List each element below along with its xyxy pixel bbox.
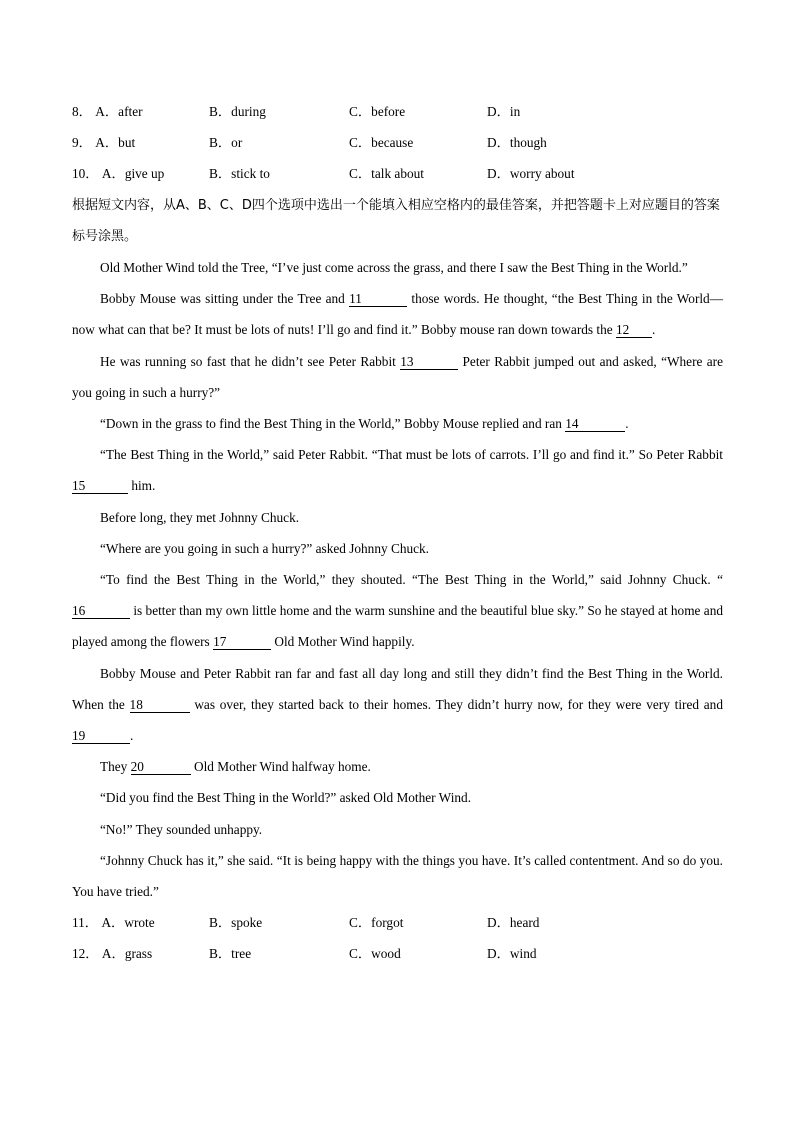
option-b: B．or xyxy=(209,135,243,151)
option-b: B．stick to xyxy=(209,166,270,182)
passage-paragraph-5: “The Best Thing in the World,” said Peter Rabbit. “That must be lots of carrots. I’ll go and find it.” So Peter Rabbit 15 him. xyxy=(72,447,723,494)
option-d: D．wind xyxy=(487,946,537,962)
blank-17: 17 xyxy=(213,635,271,650)
blank-11: 11 xyxy=(349,292,407,307)
passage-paragraph-13: “Johnny Chuck has it,” she said. “It is being happy with the things you have. It’s called contentment. And so do you. You have tried.” xyxy=(72,852,723,900)
option-a: 10． A．give up xyxy=(72,166,165,182)
option-d: D．though xyxy=(487,135,547,151)
blank-16: 16 xyxy=(72,604,130,619)
option-a: 9． A．but xyxy=(72,135,136,151)
question-12-options xyxy=(72,938,723,969)
option-d: D．worry about xyxy=(487,166,575,182)
option-d: D．heard xyxy=(487,915,540,931)
document-page xyxy=(72,96,723,970)
passage-paragraph-8: “To find the Best Thing in the World,” they shouted. “The Best Thing in the World,” said Johnny Chuck. “16 is better than my own little home and the warm sunshine and the beautiful blue sky.” So he stayed at home and played among the flowers 17 Old Mother Wind happily. xyxy=(72,572,723,650)
option-b: B．tree xyxy=(209,946,252,962)
question-11-options xyxy=(72,907,723,938)
blank-14: 14 xyxy=(565,417,625,432)
option-a: 12． A．grass xyxy=(72,946,153,962)
question-10-options xyxy=(72,158,723,189)
passage-paragraph-7: “Where are you going in such a hurry?” asked Johnny Chuck. xyxy=(100,540,429,556)
option-b: B．during xyxy=(209,104,266,119)
option-c: C．forgot xyxy=(349,915,404,931)
question-8-options xyxy=(72,96,723,127)
blank-12: 12 xyxy=(616,323,652,338)
option-d: D．in xyxy=(487,104,521,119)
passage-paragraph-10: They 20 Old Mother Wind halfway home. xyxy=(100,759,371,775)
passage-paragraph-12: “No!” They sounded unhappy. xyxy=(100,821,263,837)
option-b: B．spoke xyxy=(209,915,263,931)
passage-paragraph-2: Bobby Mouse was sitting under the Tree and 11 those words. He thought, “the Best Thing in the World—now what can that be? It must be lots of nuts! I’ll go and find it.” Bobby mouse ran down towards the 12 . xyxy=(72,291,724,338)
option-c: C．talk about xyxy=(349,166,424,182)
blank-15: 15 xyxy=(72,479,128,494)
passage-paragraph-9: Bobby Mouse and Peter Rabbit ran far and fast all day long and still they didn’t find the Best Thing in the World. When the 18 was over, they started back to their homes. They didn’t hurry now, for they were very tired and 19 . xyxy=(72,665,723,744)
blank-20: 20 xyxy=(131,760,191,775)
blank-18: 18 xyxy=(130,698,190,713)
passage-paragraph-11: “Did you find the Best Thing in the World?” asked Old Mother Wind. xyxy=(100,790,472,806)
passage-paragraph-4: “Down in the grass to find the Best Thing in the World,” Bobby Mouse replied and ran 14 . xyxy=(100,415,629,431)
question-9-options xyxy=(72,127,723,158)
passage-paragraph-6: Before long, they met Johnny Chuck. xyxy=(100,509,300,525)
passage-paragraph-1: Old Mother Wind told the Tree, “I’ve just come across the grass, and there I saw the Best Thing in the World.” xyxy=(100,259,688,275)
option-c: C．wood xyxy=(349,946,401,962)
option-c: C．because xyxy=(349,135,414,151)
option-a: 11． A．wrote xyxy=(72,915,155,931)
blank-19: 19 xyxy=(72,729,130,744)
option-a: 8． A．after xyxy=(72,104,143,119)
blank-13: 13 xyxy=(400,355,458,370)
option-c: C．before xyxy=(349,104,406,119)
section-instruction: 根据短文内容，从A、B、C、D四个选项中选出一个能填入相应空格内的最佳答案，并把答题卡上对应题目的答案标号涂黑。 xyxy=(72,197,720,244)
passage-paragraph-3: He was running so fast that he didn’t see Peter Rabbit 13 Peter Rabbit jumped out and asked, “Where are you going in such a hurry?” xyxy=(72,353,723,400)
